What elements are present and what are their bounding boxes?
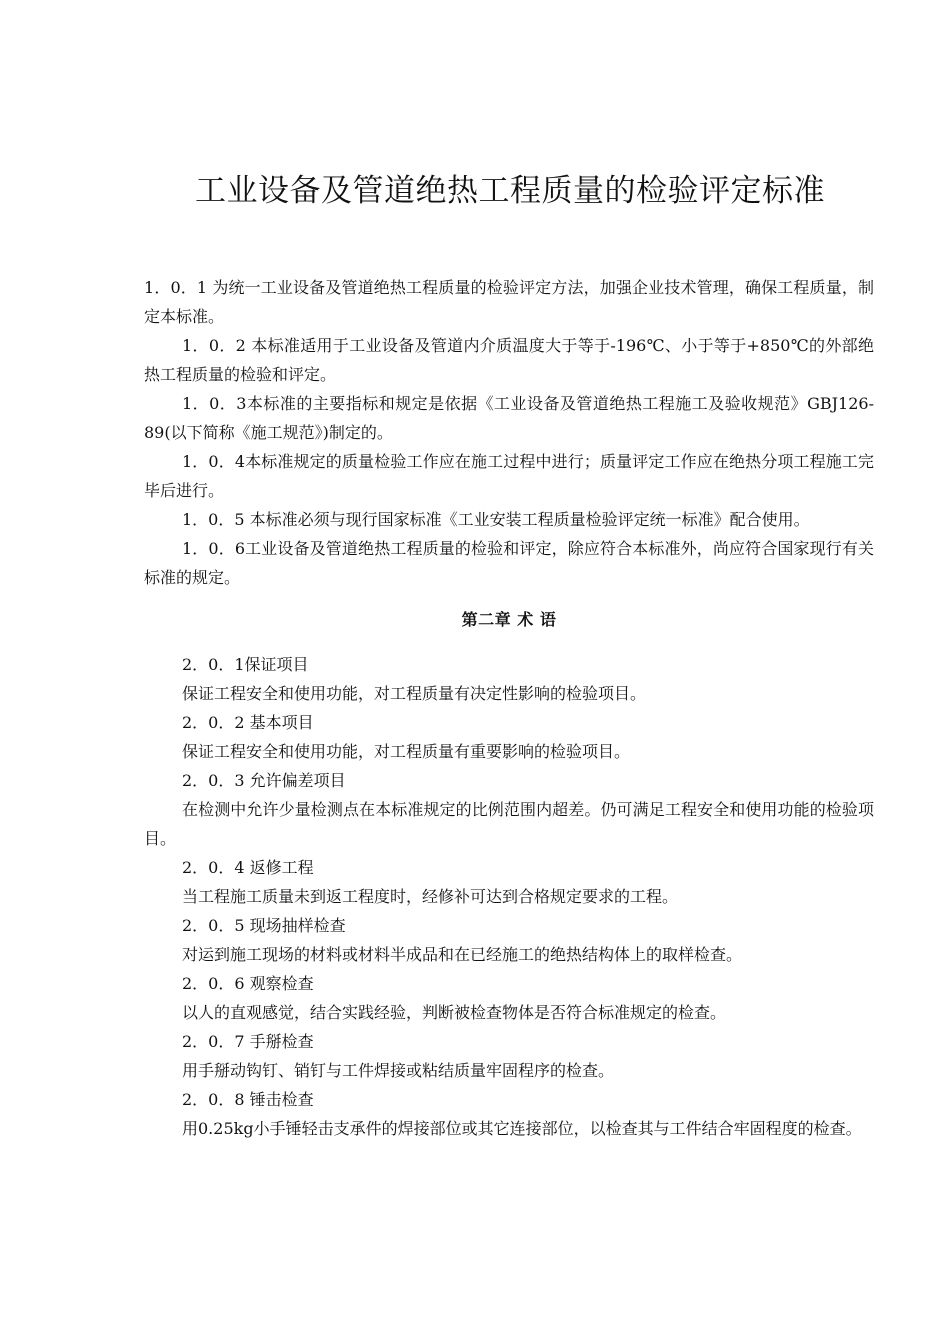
- clause-1-0-4: 1．0．4本标准规定的质量检验工作应在施工过程中进行；质量评定工作应在绝热分项工程施工完毕后进行。: [144, 452, 874, 500]
- term-definition-2-0-7: 用手掰动钩钉、销钉与工件焊接或粘结质量牢固程序的检查。: [182, 1061, 615, 1080]
- term-heading-2-0-6: 2．0．6 观察检查: [182, 974, 314, 993]
- term-heading-2-0-8: 2．0．8 锤击检查: [182, 1090, 314, 1109]
- clause-1-0-5: 1．0．5 本标准必须与现行国家标准《工业安装工程质量检验评定统一标准》配合使用。: [182, 510, 810, 529]
- term-definition-2-0-4: 当工程施工质量未到返工程度时，经修补可达到合格规定要求的工程。: [182, 887, 679, 906]
- document-title: 工业设备及管道绝热工程质量的检验评定标准: [195, 173, 825, 209]
- clause-1-0-3: 1．0．3本标准的主要指标和规定是依据《工业设备及管道绝热工程施工及验收规范》GBJ126-89(以下简称《施工规范》)制定的。: [144, 394, 874, 442]
- term-heading-2-0-3: 2．0．3 允许偏差项目: [182, 771, 346, 790]
- chapter-2-heading: 第二章 术 语: [461, 610, 557, 629]
- term-definition-2-0-1: 保证工程安全和使用功能，对工程质量有决定性影响的检验项目。: [182, 684, 647, 703]
- term-definition-2-0-5: 对运到施工现场的材料或材料半成品和在已经施工的绝热结构体上的取样检查。: [182, 945, 743, 964]
- document-body: [144, 273, 874, 1143]
- term-definition-2-0-2: 保证工程安全和使用功能，对工程质量有重要影响的检验项目。: [182, 742, 631, 761]
- term-definition-2-0-3: 在检测中允许少量检测点在本标准规定的比例范围内超差。仍可满足工程安全和使用功能的检验项目。: [144, 800, 874, 848]
- clause-1-0-2: 1．0．2 本标准适用于工业设备及管道内介质温度大于等于-196℃、小于等于+850℃的外部绝热工程质量的检验和评定。: [144, 336, 874, 384]
- term-heading-2-0-4: 2．0．4 返修工程: [182, 858, 314, 877]
- term-definition-2-0-8: 用0.25kg小手锤轻击支承件的焊接部位或其它连接部位，以检查其与工件结合牢固程度的检查。: [182, 1119, 862, 1138]
- clause-1-0-6: 1．0．6工业设备及管道绝热工程质量的检验和评定，除应符合本标准外，尚应符合国家现行有关标准的规定。: [144, 539, 874, 587]
- term-definition-2-0-6: 以人的直观感觉，结合实践经验，判断被检查物体是否符合标准规定的检查。: [182, 1003, 727, 1022]
- term-heading-2-0-5: 2．0．5 现场抽样检查: [182, 916, 346, 935]
- term-heading-2-0-2: 2．0．2 基本项目: [182, 713, 314, 732]
- clause-1-0-1: 1．0．1 为统一工业设备及管道绝热工程质量的检验评定方法，加强企业技术管理，确保工程质量，制定本标准。: [144, 278, 874, 326]
- term-heading-2-0-1: 2．0．1保证项目: [182, 655, 309, 674]
- term-heading-2-0-7: 2．0．7 手掰检查: [182, 1032, 314, 1051]
